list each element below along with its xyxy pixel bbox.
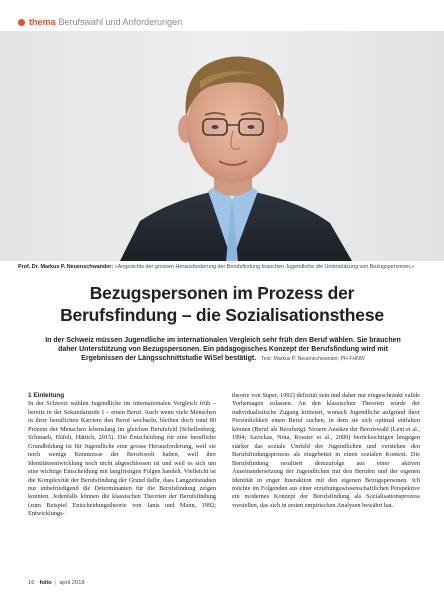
- author-credit: Text: Markus P. Neuenschwander, PH FHNW: [261, 356, 365, 363]
- magazine-name: folio: [39, 580, 52, 586]
- section-header: [18, 15, 182, 29]
- section-subhead: 1 Einleitung: [28, 392, 65, 399]
- section-dot-icon: [18, 19, 25, 26]
- article-title-line1: Bezugspersonen im Prozess der: [89, 283, 355, 303]
- page-footer: [28, 578, 85, 588]
- portrait-photo: [0, 31, 444, 261]
- article-title: [0, 282, 444, 326]
- article-body: [28, 392, 420, 519]
- lead-text: In der Schweiz müssen Jugendliche im internationalen Vergleich sehr früh den Beruf wählen. Sie brauchen daher Unterstützung von Bezugspersonen. Ein pädagogisches Konzept der Berufsfindung wird mit Ergebnissen der Längsschnittstudie WiSel bestätigt.: [45, 337, 401, 363]
- photo-caption: [18, 264, 438, 271]
- body-column-1: [28, 392, 216, 519]
- article-lead: [44, 336, 402, 365]
- issue-date: april 2018: [59, 580, 85, 586]
- page-number: 16: [28, 580, 35, 586]
- caption-quote: «Angesichts der grossen Herausforderung der Berufsfindung brauchen Jugendliche die Unterstützung von Bezugspersonen.»: [114, 264, 415, 270]
- body-column-2: [232, 392, 420, 519]
- footer-separator: |: [54, 580, 57, 586]
- body-text-col1: In der Schweiz wählen Jugendliche im internationalen Vergleich früh – bereits in der Sekundarstufe I – einen Beruf. Auch wenn viele Menschen in ihrer beruflichen Karriere den Beruf wechseln, bleiben doch rund 80 Prozent der Menschen lebenslang im gleichen Berufsfeld (Schellenberg, Schmaeh, Häfeli, Hättich, 2015). Die Entscheidung für eine berufliche Grundbildung ist für Jugendliche eine grosse Herausforderung, weil sie noch wenige Kenntnisse der Berufswelt haben, weil ihre Identitätsentwicklung noch nicht abgeschlossen ist und weil es sich um eine wichtige Entscheidung mit langfristigen Folgen handelt. Vielleicht ist die Komplexität der Berufsfindung der Grund dafür, dass Langzeitstudien nur unbefriedigend die Determinanten für die Berufsfindung zeigen konnten. Jedenfalls können die klassischen Theorien der Berufsfindung (zum Beispiel Entscheidungstheorie von Janis und Mann, 1992; Entwicklungs-: [28, 400, 216, 518]
- section-topic: Berufswahl und Anforderungen: [58, 17, 183, 27]
- article-title-line2: Berufsfindung – die Sozialisationsthese: [60, 305, 384, 325]
- portrait-illustration: [0, 31, 444, 261]
- caption-name: Prof. Dr. Markus P. Neuenschwander:: [18, 264, 114, 270]
- section-label: thema: [29, 17, 56, 27]
- body-text-col2: theorie von Super, 1992) defizitär sein und daher nur eingeschränkt valide Vorhersagen zulassen. An den klassischen Theorien wurde der individualistische Zugang kritisiert, wonach Jugendliche aufgrund ihrer Persönlichkeit einen Beruf suchen, in dem sie sich optimal entfalten können (Beruf als Berufung). Neuere Ansätze der Berufswahl (Lent et al., 1994; Savickas, Nota, Rossier et al., 2009) berücksichtigen hingegen stärker das soziale Umfeld der Jugendlichen und verstehen den Berufsfindungsprozess als eingebettet in einen sozialen Kontext. Die Berufsfindung resultiert demzufolge aus einer aktiven Auseinandersetzung der Jugendlichen mit den Berufen und der eigenen Identität in enger Interaktion mit den eigenen Bezugspersonen. Ich möchte im Folgenden aus einer erziehungswissenschaftlichen Perspektive ein modernes Konzept der Berufsfindung als Sozialisationsprozess vorstellen, das sich in ersten empirischen Analysen bewährt hat.: [232, 392, 420, 509]
